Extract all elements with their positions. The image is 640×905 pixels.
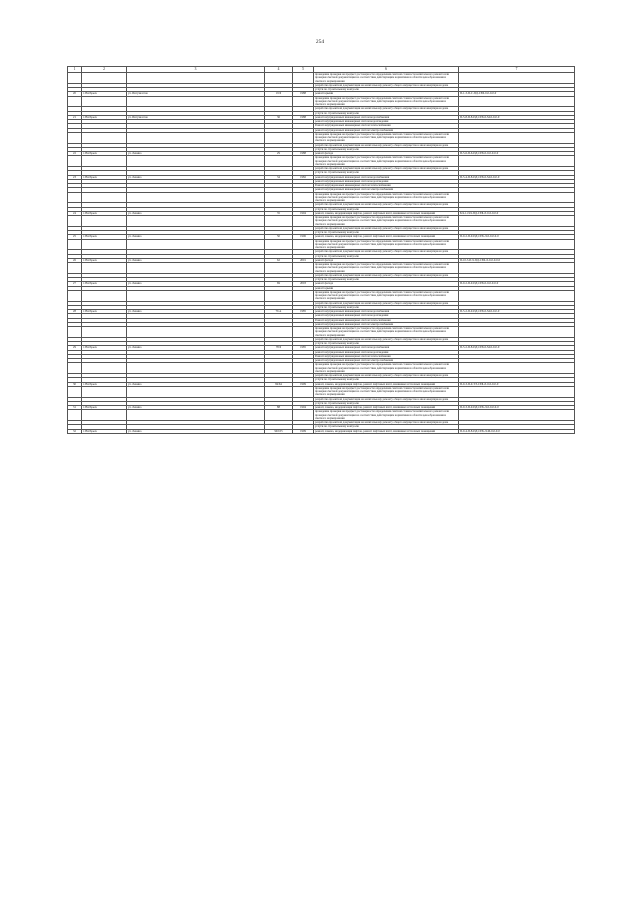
table-row [68, 239, 575, 250]
row-number-cell: 21 [68, 115, 82, 119]
house-number-cell [265, 363, 293, 374]
work-type-cell: услуги по строительному контролю [314, 378, 459, 382]
city-cell [82, 327, 127, 338]
table-row [68, 96, 575, 107]
row-number-cell: 31 [68, 406, 82, 410]
house-code-cell [459, 216, 575, 227]
work-type-cell: разработка проектной документации на капитальному ремонту общего имущества в многоквартирном доме [314, 203, 459, 207]
work-type-cell: ремонт внутридомовых инженерных систем водоснабжения [314, 310, 459, 314]
city-cell [82, 290, 127, 301]
street-cell [127, 96, 265, 107]
house-code-cell: П-9-2-П-9-ПД-СЕБ-Л-0-0-0-0-0 [459, 235, 575, 239]
street-cell: ул. Ленина [127, 152, 265, 156]
house-code-cell [459, 156, 575, 167]
city-cell [82, 363, 127, 374]
row-number-cell [68, 386, 82, 397]
street-cell: ул. Ленина [127, 211, 265, 215]
work-type-cell: ремонт внутридомовых инженерных систем водоотведения [314, 179, 459, 183]
street-cell [127, 363, 265, 374]
table-row [68, 386, 575, 397]
work-type-cell: ремонт внутридомовых инженерных систем водоснабжения [314, 346, 459, 350]
work-type-cell: проведение проверки на предмет достоверности определения сметной стоимости капитального ремонта или проверки сметной документации на соответствие действующим нормативам в области ценообразования и сметного нормирования [314, 132, 459, 143]
year-built-cell: 1999 [293, 382, 314, 386]
house-number-cell [265, 327, 293, 338]
work-type-cell: услуги по строительному контролю [314, 425, 459, 429]
work-type-cell: ремонт внутридомовых инженерных систем водоотведения [314, 314, 459, 318]
work-type-cell: ремонт внутридомовых инженерных систем водоснабжения [314, 175, 459, 179]
year-built-cell: 1996 [293, 235, 314, 239]
house-code-cell: П-9-3-П-9-ТЭ-СЕБ-Л-0-0-0-0-0 [459, 382, 575, 386]
table-row [68, 327, 575, 338]
header-cell: 3 [127, 67, 265, 73]
year-built-cell [293, 263, 314, 274]
work-type-cell: разработка проектной документации на капитальному ремонту общего имущества в многоквартирном доме [314, 250, 459, 254]
street-cell [127, 239, 265, 250]
street-cell [127, 290, 265, 301]
year-built-cell: 1994 [293, 211, 314, 215]
house-number-cell [265, 386, 293, 397]
city-cell: г. Нягбрьск [82, 282, 127, 286]
work-type-cell: ремонт внутридомовых инженерных систем водоотведения [314, 350, 459, 354]
house-number-cell: 69 [265, 282, 293, 286]
work-type-cell: услуги по строительному контролю [314, 401, 459, 405]
house-number-cell: 34 [265, 175, 293, 179]
work-type-cell: ремонт внутридомовых инженерных систем водоснабжения [314, 115, 459, 119]
row-number-cell [68, 192, 82, 203]
work-type-cell: проведение проверки на предмет достоверности определения сметной стоимости капитального ремонта или проверки сметной документации на соответствие действующим нормативам в области ценообразования и сметного нормирования [314, 73, 459, 84]
house-number-cell [265, 156, 293, 167]
year-built-cell: 1988 [293, 92, 314, 96]
street-cell: ул. Интузиазтов [127, 115, 265, 119]
house-number-cell [265, 96, 293, 107]
work-type-cell: услуги по строительному контролю [314, 171, 459, 175]
house-code-cell [459, 327, 575, 338]
work-type-cell: проведение проверки на предмет достоверности определения сметной стоимости капитального ремонта или проверки сметной документации на соответствие действующим нормативам в области ценообразования и сметного нормирования [314, 156, 459, 167]
house-code-cell [459, 410, 575, 421]
city-cell: г. Нягбрьск [82, 92, 127, 96]
house-code-cell: П-10-3-П-9-ПД-СЕБ-Л-0-0-0-0-0 [459, 258, 575, 262]
year-built-cell: 1985 [293, 346, 314, 350]
house-code-cell [459, 386, 575, 397]
house-code-cell: П-1-3-П-С-ПД-СЕБ-0-0-0-0-0 [459, 92, 575, 96]
work-type-cell: разработка проектной документации на капитальному ремонту общего имущества в многоквартирном доме [314, 167, 459, 171]
year-built-cell [293, 239, 314, 250]
street-cell: ул. Ленина [127, 175, 265, 179]
house-number-cell [265, 132, 293, 143]
street-cell [127, 263, 265, 274]
work-type-cell: разработка проектной документации на капитальному ремонту общего имущества в многоквартирном доме [314, 107, 459, 111]
work-type-cell: разработка проектной документации на капитальному ремонту общего имущества в многоквартирном доме [314, 83, 459, 87]
header-cell: 6 [314, 67, 459, 73]
table-row [68, 263, 575, 274]
work-type-cell: ремонт внутридомовых инженерных систем электроснабжения [314, 359, 459, 363]
work-type-cell: услуги по строительному контролю [314, 207, 459, 211]
year-built-cell: 2003 [293, 282, 314, 286]
street-cell [127, 73, 265, 84]
city-cell: г. Нягбрьск [82, 211, 127, 215]
work-type-cell: ремонт внутридомовых инженерных систем электроснабжения [314, 322, 459, 326]
work-type-cell: ремонт фасада [314, 152, 459, 156]
house-number-cell: 62 [265, 258, 293, 262]
year-built-cell [293, 290, 314, 301]
row-number-cell: 27 [68, 282, 82, 286]
street-cell: ул. Ленина [127, 406, 265, 410]
table-row [68, 429, 575, 433]
capital-repair-table [67, 66, 575, 434]
row-number-cell [68, 156, 82, 167]
year-built-cell [293, 192, 314, 203]
house-code-cell: П-5-6-П-6-ПД-СЕБ-0-0-0-0-0-0 [459, 152, 575, 156]
work-type-cell: Ремонт внутридомовых инженерных систем теплоснабжения [314, 184, 459, 188]
year-built-cell [293, 363, 314, 374]
city-cell: г. Нягбрьск [82, 406, 127, 410]
work-type-cell: проведение проверки на предмет достоверности определения сметной стоимости капитального ремонта или проверки сметной документации на соответствие действующим нормативам в области ценообразования и сметного нормирования [314, 290, 459, 301]
header-cell: 5 [293, 67, 314, 73]
year-built-cell [293, 216, 314, 227]
house-number-cell: 19 Б [265, 92, 293, 96]
street-cell: ул. Ленина [127, 346, 265, 350]
city-cell: г. Нягбрьск [82, 346, 127, 350]
work-type-cell: ремонт, замена, модернизация лифтов, ремонт лифтовых шахт, машинных и блочных помещений [314, 382, 459, 386]
table-row [68, 115, 575, 119]
house-code-cell: П-9-3-П-9-ПД-СЕБ-Л-0-0-0-0-0 [459, 406, 575, 410]
house-number-cell [265, 73, 293, 84]
work-type-cell: услуги по строительному контролю [314, 111, 459, 115]
row-number-cell [68, 290, 82, 301]
work-type-cell: ремонт крыши [314, 92, 459, 96]
work-type-cell: услуги по строительному контролю [314, 88, 459, 92]
work-type-cell: проведение проверки на предмет достоверности определения сметной стоимости капитального ремонта или проверки сметной документации на соответствие действующим нормативам в области ценообразования и сметного нормирования [314, 192, 459, 203]
header-cell: 7 [459, 67, 575, 73]
city-cell: г. Нягбрьск [82, 152, 127, 156]
house-code-cell: П-5-2-П-9-ПД-СЕБ-0-М-0-0-0-0 [459, 310, 575, 314]
city-cell: г. Нягбрьск [82, 258, 127, 262]
year-built-cell: 1999 [293, 429, 314, 433]
work-type-cell: Ремонт внутридомовых инженерных систем теплоснабжения [314, 318, 459, 322]
header-cell: 1 [68, 67, 82, 73]
city-cell: г. Нягбрьск [82, 175, 127, 179]
work-type-cell: услуги по строительному контролю [314, 305, 459, 309]
house-number-cell: 50 [265, 235, 293, 239]
table-row [68, 216, 575, 227]
row-number-cell [68, 410, 82, 421]
row-number-cell: 22 [68, 152, 82, 156]
house-code-cell [459, 263, 575, 274]
work-type-cell: ремонт, замена, модернизация лифтов, ремонт лифтовых шахт, машинных и блочных помещений [314, 429, 459, 433]
city-cell [82, 156, 127, 167]
work-type-cell: разработка проектной документации на капитальному ремонту общего имущества в многоквартирном доме [314, 273, 459, 277]
city-cell [82, 216, 127, 227]
year-built-cell [293, 132, 314, 143]
house-code-cell [459, 290, 575, 301]
work-type-cell: разработка проектной документации на капитальному ремонту общего имущества в многоквартирном доме [314, 301, 459, 305]
street-cell: ул. Ленина [127, 235, 265, 239]
row-number-cell: 29 [68, 346, 82, 350]
street-cell: ул. Ленина [127, 382, 265, 386]
house-number-cell: 29 [265, 152, 293, 156]
house-number-cell [265, 410, 293, 421]
house-number-cell: 84/64 [265, 382, 293, 386]
year-built-cell: 2001 [293, 258, 314, 262]
house-number-cell [265, 290, 293, 301]
house-code-cell: П-9-2-П-9-ПД-СЕБ-0-0-0-0-0-0 [459, 282, 575, 286]
header-cell: 2 [82, 67, 127, 73]
row-number-cell: 26 [68, 258, 82, 262]
table-row [68, 156, 575, 167]
page-number: 254 [315, 39, 325, 45]
work-type-cell: ремонт внутридомовых инженерных систем водоотведения [314, 120, 459, 124]
city-cell [82, 386, 127, 397]
work-type-cell: проведение проверки на предмет достоверности определения сметной стоимости капитального ремонта или проверки сметной документации на соответствие действующим нормативам в области ценообразования и сметного нормирования [314, 386, 459, 397]
work-type-cell: ремонт внутридомовых инженерных систем электроснабжения [314, 188, 459, 192]
table-row [68, 192, 575, 203]
year-built-cell: 1994 [293, 406, 314, 410]
house-number-cell [265, 192, 293, 203]
row-number-cell: 25 [68, 235, 82, 239]
street-cell: ул. Ленина [127, 258, 265, 262]
street-cell [127, 192, 265, 203]
city-cell: г. Нягбрьск [82, 310, 127, 314]
house-code-cell: П-9-4-П-8-ПД-СЕБ-Л-М-0-0-0-0 [459, 429, 575, 433]
row-number-cell: 28 [68, 310, 82, 314]
year-built-cell [293, 73, 314, 84]
city-cell [82, 192, 127, 203]
city-cell: г. Нягбрьск [82, 235, 127, 239]
row-number-cell [68, 132, 82, 143]
house-number-cell [265, 263, 293, 274]
house-code-cell [459, 239, 575, 250]
year-built-cell: 1988 [293, 152, 314, 156]
city-cell [82, 410, 127, 421]
house-code-cell: П-5-4-П-8-ПД-СЕБ-0-М-0-0-0-0 [459, 175, 575, 179]
row-number-cell [68, 73, 82, 84]
street-cell: ул. Ленина [127, 429, 265, 433]
house-number-cell [265, 239, 293, 250]
street-cell: ул. Ленина [127, 282, 265, 286]
house-number-cell: 36 [265, 115, 293, 119]
street-cell: ул. Интузиазтов [127, 92, 265, 96]
house-code-cell: П-5-2-П-8-ПД-СЕБ-0-М-0-0-0-0 [459, 346, 575, 350]
row-number-cell: 30 [68, 382, 82, 386]
street-cell: ул. Ленина [127, 310, 265, 314]
street-cell [127, 327, 265, 338]
row-number-cell [68, 96, 82, 107]
work-type-cell: ремонт крыши [314, 286, 459, 290]
table-row [68, 363, 575, 374]
table-row [68, 410, 575, 421]
year-built-cell: 1988 [293, 115, 314, 119]
street-cell [127, 132, 265, 143]
city-cell [82, 132, 127, 143]
row-number-cell: 20 [68, 92, 82, 96]
table-row [68, 132, 575, 143]
work-type-cell: разработка проектной документации на капитальному ремонту общего имущества в многоквартирном доме [314, 397, 459, 401]
city-cell [82, 96, 127, 107]
row-number-cell: 23 [68, 175, 82, 179]
house-number-cell [265, 216, 293, 227]
house-code-cell [459, 363, 575, 374]
work-type-cell: ремонт фасада [314, 258, 459, 262]
work-type-cell: ремонт внутридомовых инженерных систем электроснабжения [314, 128, 459, 132]
house-number-cell: 90/105 [265, 429, 293, 433]
work-type-cell: ремонт, замена, модернизация лифтов, ремонт лифтовых шахт, машинных и блочных помещений [314, 211, 459, 215]
work-type-cell: разработка проектной документации на капитальному ремонту общего имущества в многоквартирном доме [314, 143, 459, 147]
street-cell [127, 216, 265, 227]
table-row [68, 290, 575, 301]
table-row [68, 73, 575, 84]
work-type-cell: услуги по строительному контролю [314, 147, 459, 151]
row-number-cell: 32 [68, 429, 82, 433]
year-built-cell: 1985 [293, 310, 314, 314]
house-code-cell [459, 73, 575, 84]
row-number-cell [68, 363, 82, 374]
row-number-cell [68, 327, 82, 338]
work-type-cell: проведение проверки на предмет достоверности определения сметной стоимости капитального ремонта или проверки сметной документации на соответствие действующим нормативам в области ценообразования и сметного нормирования [314, 410, 459, 421]
house-number-cell: 76 А [265, 310, 293, 314]
work-type-cell: проведение проверки на предмет достоверности определения сметной стоимости капитального ремонта или проверки сметной документации на соответствие действующим нормативам в области ценообразования и сметного нормирования [314, 363, 459, 374]
work-type-cell: ремонт, замена, модернизация лифтов, ремонт лифтовых шахт, машинных и блочных помещений [314, 406, 459, 410]
city-cell: г. Нягбрьск [82, 429, 127, 433]
house-code-cell [459, 132, 575, 143]
house-number-cell: 88 [265, 406, 293, 410]
house-number-cell: 78 Б [265, 346, 293, 350]
city-cell: г. Нягбрьск [82, 115, 127, 119]
street-cell [127, 156, 265, 167]
header-cell: 4 [265, 67, 293, 73]
work-type-cell: проведение проверки на предмет достоверности определения сметной стоимости капитального ремонта или проверки сметной документации на соответствие действующим нормативам в области ценообразования и сметного нормирования [314, 327, 459, 338]
work-type-cell: услуги по строительному контролю [314, 278, 459, 282]
row-number-cell [68, 216, 82, 227]
row-number-cell: 24 [68, 211, 82, 215]
work-type-cell: ремонт фасада [314, 282, 459, 286]
work-type-cell: услуги по строительному контролю [314, 254, 459, 258]
work-type-cell: Ремонт внутридомовых инженерных систем теплоснабжения [314, 354, 459, 358]
house-code-cell [459, 96, 575, 107]
work-type-cell: разработка проектной документации на капитальному ремонту общего имущества в многоквартирном доме [314, 337, 459, 341]
house-code-cell: Б-9-1-П-9-ПД-СЕБ-Л-0-0-0-0-0 [459, 211, 575, 215]
year-built-cell [293, 96, 314, 107]
work-type-cell: ремонт, замена, модернизация лифтов, ремонт лифтовых шахт, машинных и блочных помещений [314, 235, 459, 239]
work-type-cell: проведение проверки на предмет достоверности определения сметной стоимости капитального ремонта или проверки сметной документации на соответствие действующим нормативам в области ценообразования и сметного нормирования [314, 239, 459, 250]
street-cell [127, 386, 265, 397]
city-cell [82, 73, 127, 84]
work-type-cell: проведение проверки на предмет достоверности определения сметной стоимости капитального ремонта или проверки сметной документации на соответствие действующим нормативам в области ценообразования и сметного нормирования [314, 216, 459, 227]
row-number-cell [68, 239, 82, 250]
house-number-cell: 35 [265, 211, 293, 215]
work-type-cell: услуги по строительному контролю [314, 231, 459, 235]
city-cell [82, 263, 127, 274]
city-cell [82, 239, 127, 250]
year-built-cell [293, 156, 314, 167]
street-cell [127, 410, 265, 421]
year-built-cell: 1982 [293, 175, 314, 179]
work-type-cell: разработка проектной документации на капитальному ремонту общего имущества в многоквартирном доме [314, 421, 459, 425]
row-number-cell [68, 263, 82, 274]
year-built-cell [293, 327, 314, 338]
work-type-cell: услуги по строительному контролю [314, 342, 459, 346]
house-code-cell: П-5-8-П-8-ПД-СЕБ-0-М-0-0-0-0 [459, 115, 575, 119]
city-cell: г. Нягбрьск [82, 382, 127, 386]
work-type-cell: Ремонт внутридомовых инженерных систем теплоснабжения [314, 124, 459, 128]
work-type-cell: разработка проектной документации на капитальному ремонту общего имущества в многоквартирном доме [314, 374, 459, 378]
year-built-cell [293, 410, 314, 421]
work-type-cell: разработка проектной документации на капитальному ремонту общего имущества в многоквартирном доме [314, 226, 459, 230]
house-code-cell [459, 192, 575, 203]
year-built-cell [293, 386, 314, 397]
work-type-cell: проведение проверки на предмет достоверности определения сметной стоимости капитального ремонта или проверки сметной документации на соответствие действующим нормативам в области ценообразования и сметного нормирования [314, 263, 459, 274]
work-type-cell: проведение проверки на предмет достоверности определения сметной стоимости капитального ремонта или проверки сметной документации на соответствие действующим нормативам в области ценообразования и сметного нормирования [314, 96, 459, 107]
